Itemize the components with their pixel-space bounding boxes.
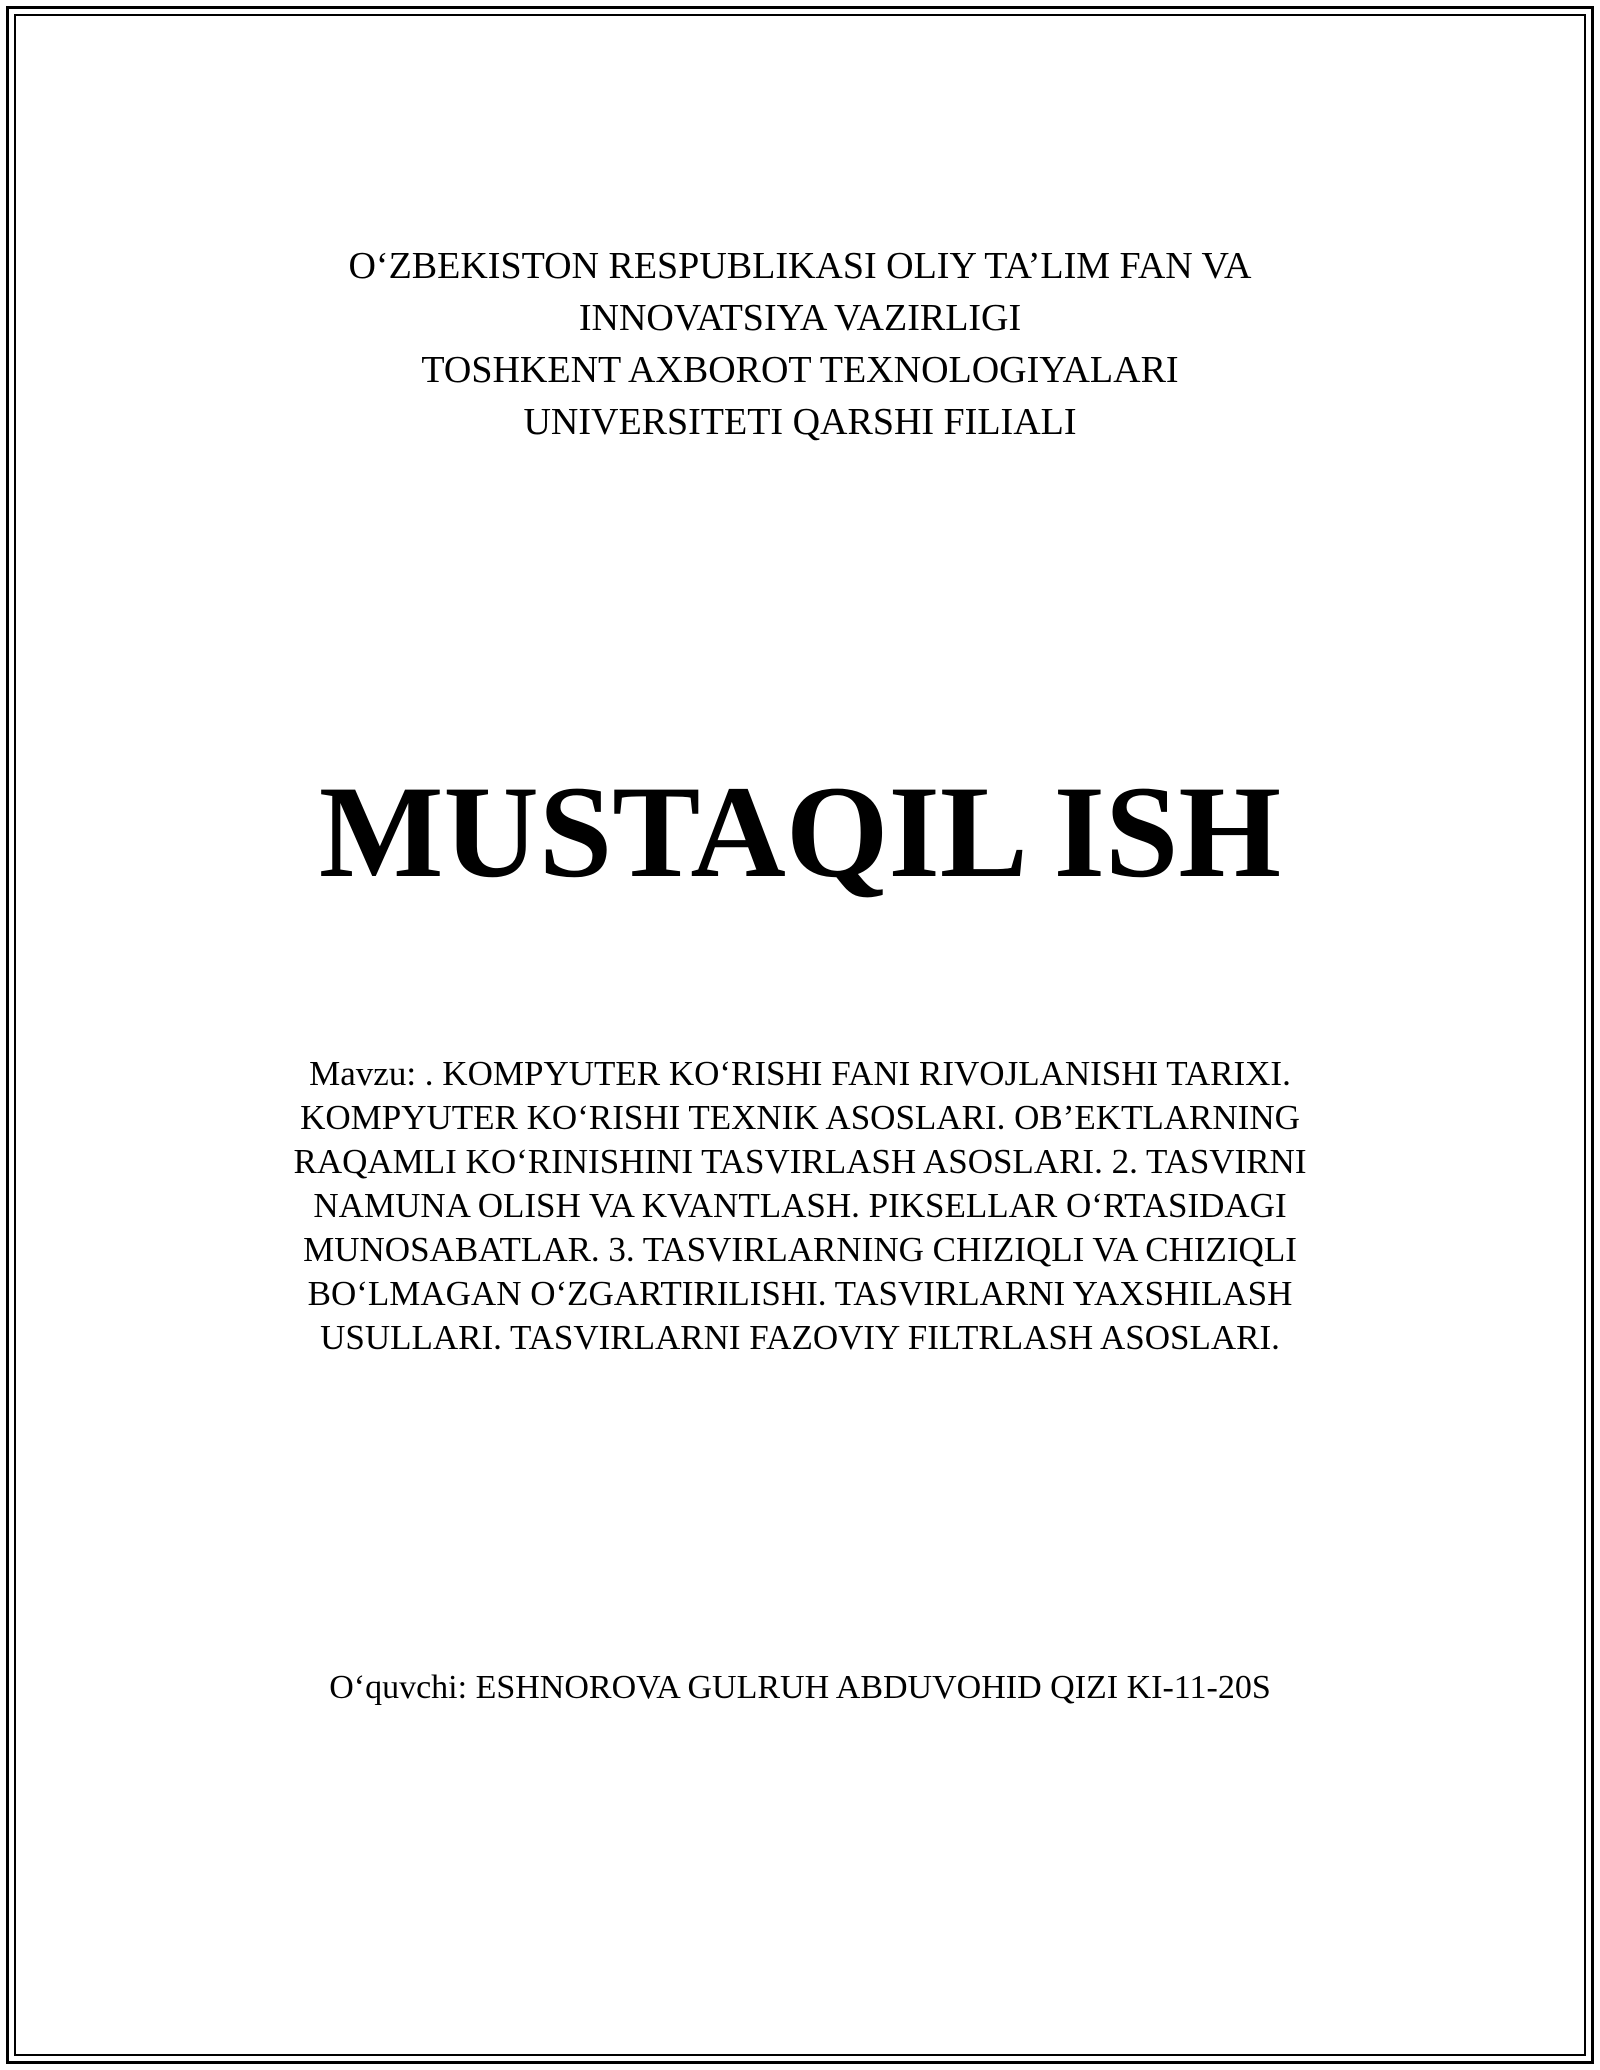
- header-line: UNIVERSITETI QARSHI FILIALI: [523, 401, 1077, 443]
- topic-line: Mavzu: . KOMPYUTER KO‘RISHI FANI RIVOJLANISHI TARIXI.: [309, 1054, 1291, 1093]
- institution-header: [200, 240, 1400, 448]
- topic-line: USULLARI. TASVIRLARNI FAZOVIY FILTRLASH ASOSLARI.: [320, 1318, 1280, 1357]
- topic-line: MUNOSABATLAR. 3. TASVIRLARNING CHIZIQLI VA CHIZIQLI: [303, 1230, 1297, 1269]
- document-title: MUSTAQIL ISH: [318, 758, 1282, 905]
- header-line: TOSHKENT AXBOROT TEXNOLOGIYALARI: [421, 349, 1179, 391]
- topic-line: BO‘LMAGAN O‘ZGARTIRILISHI. TASVIRLARNI YAXSHILASH: [307, 1274, 1293, 1313]
- student-line: O‘quvchi: ESHNOROVA GULRUH ABDUVOHID QIZI KI-11-20S: [329, 1669, 1271, 1706]
- header-line: INNOVATSIYA VAZIRLIGI: [578, 297, 1022, 339]
- topic-line: KOMPYUTER KO‘RISHI TEXNIK ASOSLARI. OB’EKTLARNING: [300, 1098, 1300, 1137]
- topic-line: RAQAMLI KO‘RINISHINI TASVIRLASH ASOSLARI. 2. TASVIRNI: [293, 1142, 1307, 1181]
- topic-block: [200, 1052, 1400, 1360]
- topic-line: NAMUNA OLISH VA KVANTLASH. PIKSELLAR O‘RTASIDAGI: [313, 1186, 1287, 1225]
- header-line: O‘ZBEKISTON RESPUBLIKASI OLIY TA’LIM FAN VA: [348, 245, 1252, 287]
